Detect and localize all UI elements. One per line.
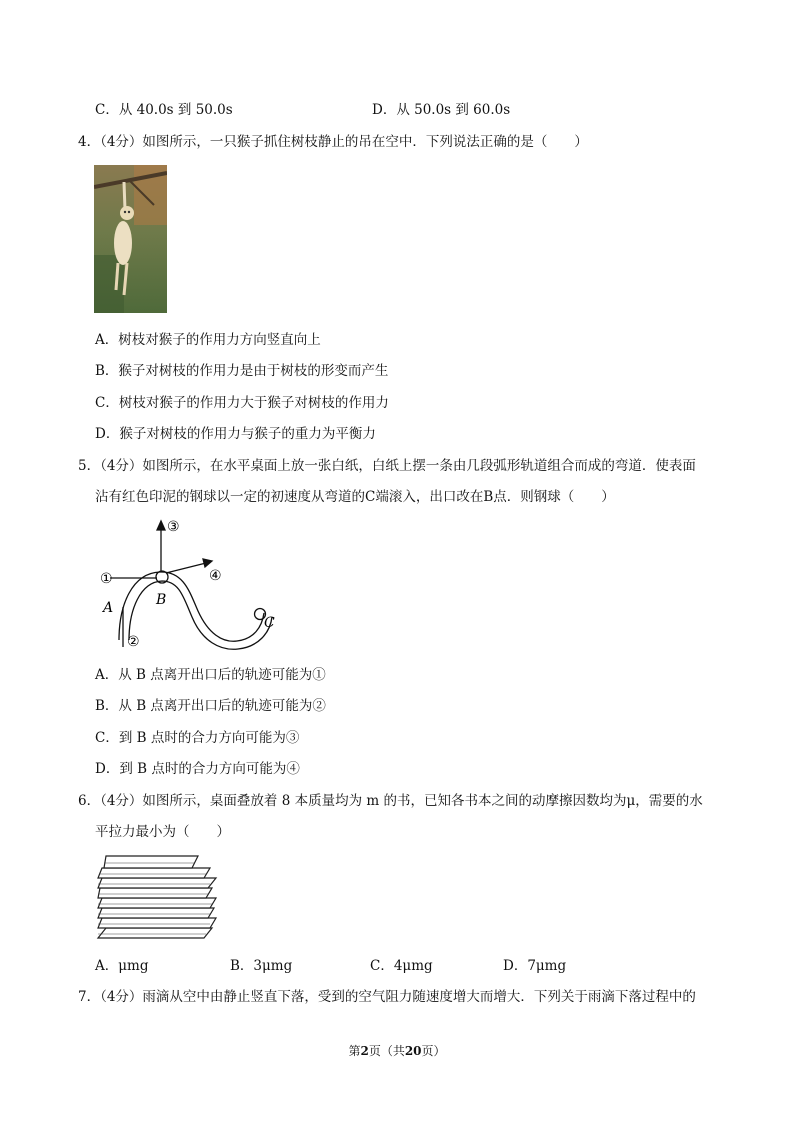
q4-option-c: C．树枝对猴子的作用力大于猴子对树枝的作用力 [95,395,389,411]
page-footer [0,1042,794,1059]
label-b: B [156,592,167,608]
footer-mid: 页（共 [368,1044,405,1058]
q5-option-a: A．从 B 点离开出口后的轨迹可能为① [95,667,326,683]
footer-page-number: 2 [360,1044,369,1058]
label-2: ② [127,634,140,650]
q4-option-d: D．猴子对树枝的作用力与猴子的重力为平衡力 [95,426,376,442]
footer-total-pages: 20 [404,1044,422,1058]
q6-option-b: B．3μmg [230,958,293,974]
q5-option-d: D．到 B 点时的合力方向可能为④ [95,761,300,777]
label-1: ① [100,571,113,587]
q3-option-d: D．从 50.0s 到 60.0s [372,102,511,118]
q3-option-c: C．从 40.0s 到 50.0s [95,102,233,118]
q4-option-a: A．树枝对猴子的作用力方向竖直向上 [95,332,321,348]
q6-option-d: D．7μmg [503,958,567,974]
q6-option-c: C．4μmg [370,958,433,974]
q4-option-b: B．猴子对树枝的作用力是由于树枝的形变而产生 [95,363,389,379]
q6-stem-line2: 平拉力最小为（ ） [95,824,230,840]
q5-option-c: C．到 B 点时的合力方向可能为③ [95,730,300,746]
label-a: A [103,600,114,616]
q7-stem-line1: 7．（4分）雨滴从空中由静止竖直下落，受到的空气阻力随速度增大而增大．下列关于雨滴下落过程中的 [78,989,696,1005]
track-diagram [92,515,282,655]
monkey-photo [94,165,167,313]
q6-stem-line1: 6．（4分）如图所示，桌面叠放着 8 本质量均为 m 的书，已知各书本之间的动摩擦因数均为μ，需要的水 [78,793,703,809]
q5-stem-line1: 5．（4分）如图所示，在水平桌面上放一张白纸，白纸上摆一条由几段弧形轨道组合而成的弯道．使表面 [78,458,696,474]
footer-prefix: 第 [348,1044,361,1058]
book-stack [92,848,222,944]
label-4: ④ [209,568,222,584]
q5-option-b: B．从 B 点离开出口后的轨迹可能为② [95,698,326,714]
q5-stem-line2: 沾有红色印泥的钢球以一定的初速度从弯道的C端滚入，出口改在B点．则钢球（ ） [95,489,615,505]
label-3: ③ [167,519,180,535]
q4-stem: 4．（4分）如图所示，一只猴子抓住树枝静止的吊在空中．下列说法正确的是（ ） [78,134,588,150]
q6-option-a: A．μmg [95,958,149,974]
footer-suffix: 页） [421,1044,446,1058]
label-c: C [264,615,275,631]
